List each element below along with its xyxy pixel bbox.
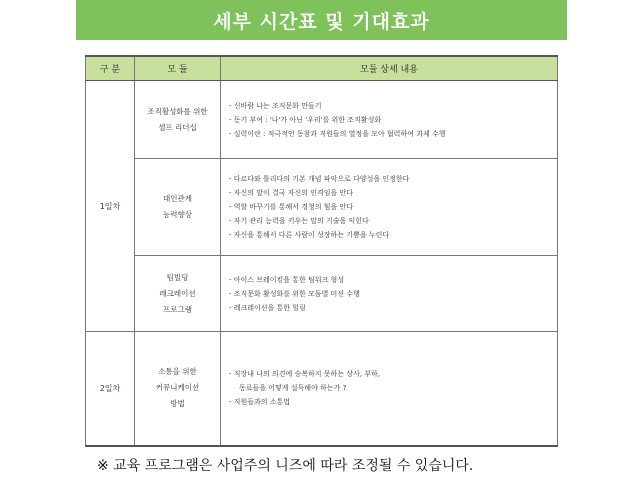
detail-item: - 아이스 브레이킹을 통한 팀워크 형성: [229, 275, 345, 284]
details-cell: [221, 159, 558, 256]
table-row: [86, 159, 558, 256]
module-line: 레크레이션: [159, 288, 196, 298]
detail-item: - 직원들과의 소통법: [229, 398, 291, 407]
module-line: 셀프 리더십: [158, 122, 197, 132]
module-line: 커뮤니케이션: [155, 383, 200, 393]
detail-item: - 자기 관리 능력을 키우는 말의 기술을 익힌다: [229, 217, 369, 225]
footnote: ※ 교육 프로그램은 사업주의 니즈에 따라 조정될 수 있습니다.: [97, 458, 474, 474]
detail-item: 동료들을 어떻게 설득해야 하는가 ?: [239, 384, 347, 393]
title-banner: [76, 0, 567, 40]
table-row: [86, 81, 558, 159]
page-title: 세부 시간표 및 기대효과: [213, 10, 430, 33]
detail-item: - 신바람 나는 조직문화 만들기: [229, 101, 322, 110]
module-cell: [135, 256, 221, 332]
schedule-table: [85, 55, 558, 447]
module-line: 대인관계: [163, 194, 192, 203]
module-line: 능력향상: [163, 210, 192, 219]
header-module: 모 듈: [135, 56, 221, 81]
detail-item: - 자신을 통해서 다른 사람이 성장하는 기쁨을 누린다: [229, 231, 390, 239]
detail-item: - 조직문화 활성화를 위한 모둠별 미션 수행: [229, 289, 360, 298]
table-header-row: [86, 56, 558, 81]
table-row: [86, 256, 558, 332]
detail-item: - 레크레이션을 통한 힐링: [229, 303, 306, 312]
header-category: 구 분: [86, 56, 135, 81]
module-cell: [135, 332, 221, 446]
detail-item: - 역할 바꾸기를 통해서 경청의 힘을 안다: [229, 203, 354, 211]
day-1-cell: 1일차: [86, 81, 135, 332]
detail-item: - 다르다와 틀리다의 기본 개념 파악으로 다양성을 인정한다: [229, 175, 410, 183]
detail-item: - 동기 부여 : '나'가 아닌 '우리'를 위한 조직활성화: [229, 115, 382, 124]
details-cell: [221, 81, 558, 159]
module-cell: [135, 81, 221, 159]
module-line: 조직활성화를 위한: [147, 106, 208, 116]
module-line: 팀빌딩: [166, 272, 189, 282]
module-line: 프로그램: [163, 304, 192, 314]
detail-item: - 직장내 나의 의견에 승복하지 못하는 상사, 부하,: [229, 370, 381, 379]
header-details: 모듈 상세 내용: [221, 56, 558, 81]
day-2-cell: 2일차: [86, 332, 135, 446]
table-row: [86, 332, 558, 446]
details-cell: [221, 256, 558, 332]
module-line: 방법: [170, 399, 185, 409]
module-cell: [135, 159, 221, 256]
detail-item: - 자신의 말이 결국 자신의 인격임을 안다: [229, 189, 354, 197]
details-cell: [221, 332, 558, 446]
detail-item: - 실력이란 : 적극적인 동참과 직원들의 열정을 모아 협력하여 과제 수행: [229, 129, 446, 138]
module-line: 소통을 위한: [158, 367, 197, 377]
